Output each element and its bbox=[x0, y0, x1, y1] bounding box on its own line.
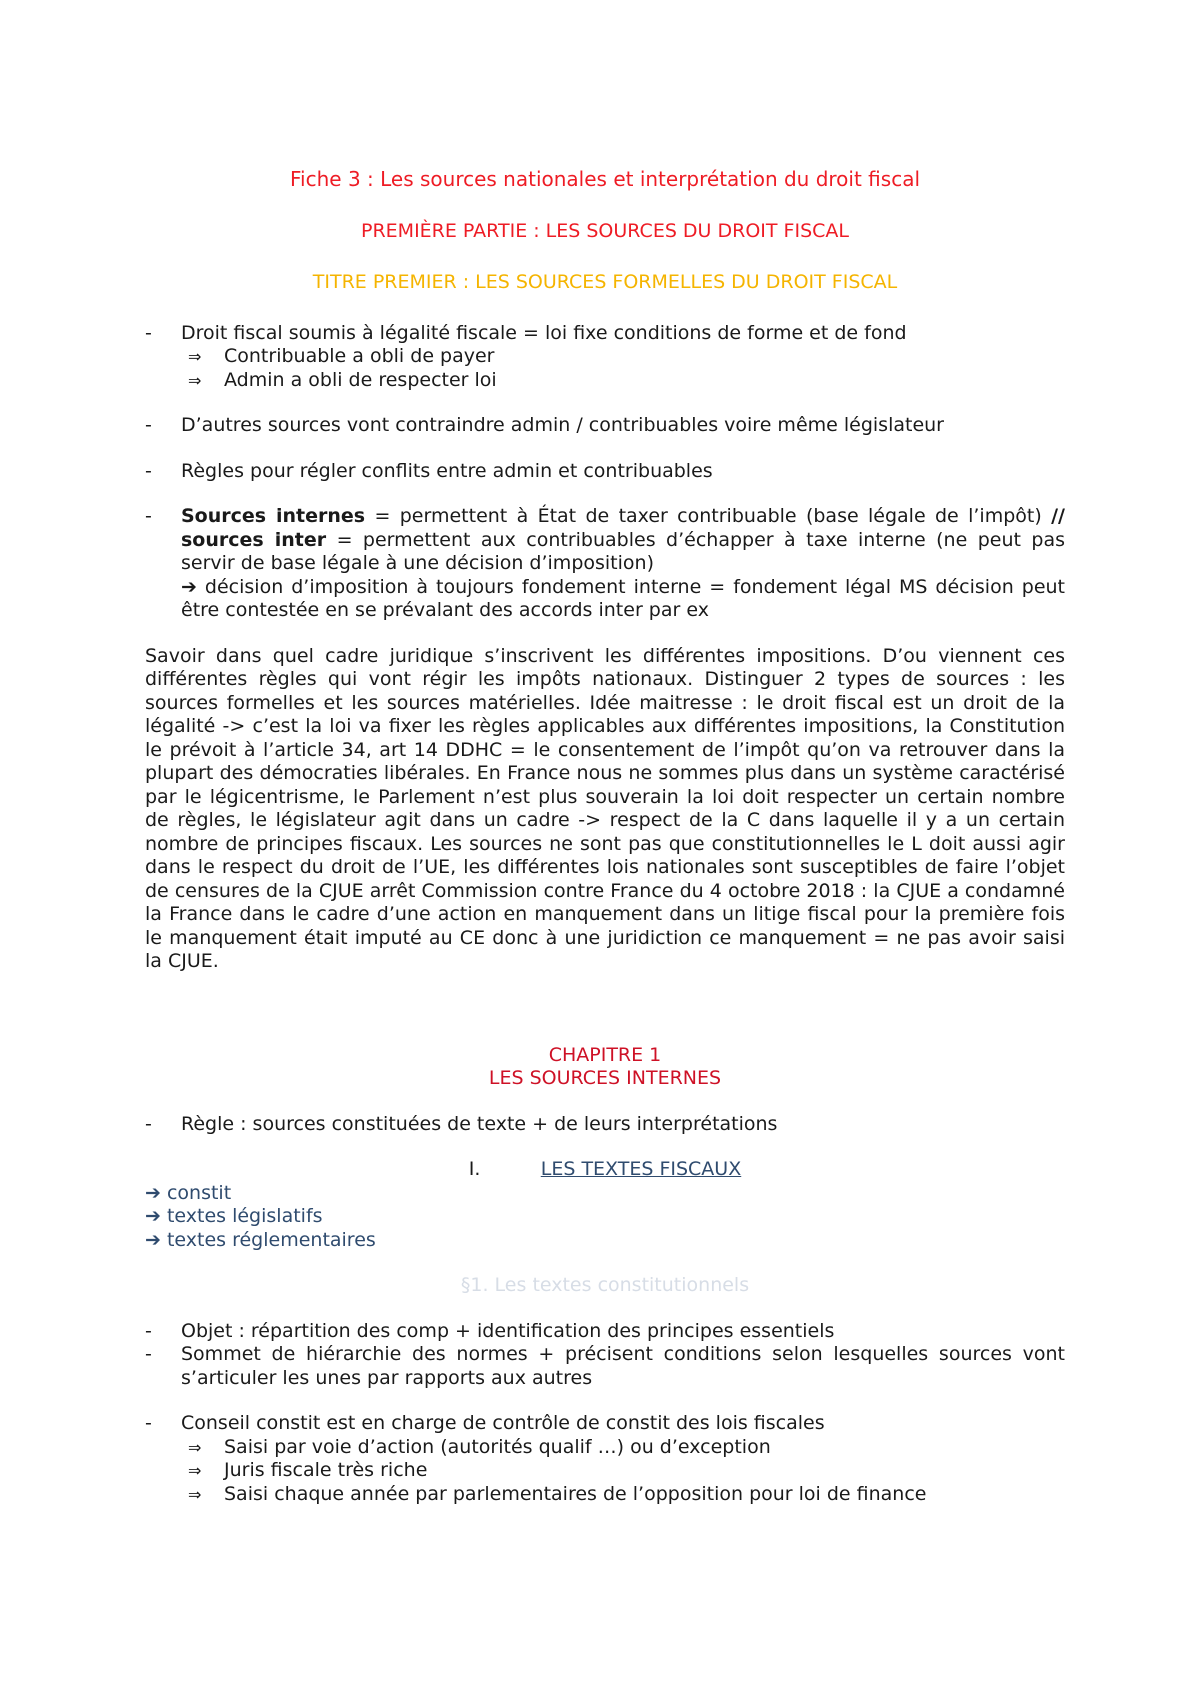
bullet-legalite bbox=[145, 322, 1065, 346]
bullet-text: Règle : sources constituées de texte + de leurs interprétations bbox=[181, 1112, 778, 1135]
sub-bullet-text: Saisi par voie d’action (autorités qualif …) ou d’exception bbox=[224, 1435, 771, 1458]
bullet-regles bbox=[145, 460, 1065, 484]
titre-heading: TITRE PREMIER : LES SOURCES FORMELLES DU DROIT FISCAL bbox=[312, 271, 898, 293]
dash-marker: - bbox=[145, 459, 152, 482]
bold-term: // sources inter bbox=[181, 505, 1065, 551]
bullet-text: Objet : répartition des comp + identification des principes essentiels bbox=[181, 1319, 835, 1342]
bullet-objet bbox=[145, 1320, 1065, 1344]
document-title: Fiche 3 : Les sources nationales et interprétation du droit fiscal bbox=[290, 167, 920, 191]
dash-marker: - bbox=[145, 1343, 152, 1365]
sub-bullet-text: Contribuable a obli de payer bbox=[224, 345, 495, 367]
list-item: ➔ textes réglementaires bbox=[145, 1228, 376, 1251]
dash-marker: - bbox=[145, 1412, 152, 1434]
list-item: ➔ constit bbox=[145, 1181, 232, 1204]
chapter-title: LES SOURCES INTERNES bbox=[488, 1067, 722, 1089]
arrow-icon: ⇒ bbox=[188, 1461, 202, 1480]
section-number: I. bbox=[468, 1158, 481, 1180]
arrow-icon: ⇒ bbox=[188, 347, 202, 366]
partie-heading: PREMIÈRE PARTIE : LES SOURCES DU DROIT FISCAL bbox=[361, 219, 849, 242]
main-paragraph: Savoir dans quel cadre juridique s’inscrivent les différentes impositions. D’ou viennent ces différentes règles qui vont régir les impôts nationaux. Distinguer 2 types de sources : les sources formelles et les sources matérielles. Idée maitresse : le droit fiscal est un droit de la légalité -> c’est la loi va fixer les règles applicables aux différentes impositions, la Constitution le prévoit à l’article 34, art 14 DDHC = le consentement de l’impôt qu’on va retrouver dans la plupart des démocraties libérales. En France nous ne sommes plus dans un système caractérisé par le légicentrisme, le Parlement n’est plus souverain la loi doit respecter un certain nombre de règles, le législateur agit dans un cadre -> respect de la C dans laquelle il y a un certain nombre de principes fiscaux. Les sources ne sont pas que constitutionnelles le L doit aussi agir dans le respect du droit de l’UE, les différentes lois nationales sont susceptibles de faire l’objet de censures de la CJUE arrêt Commission contre France du 4 octobre 2018 : la CJUE a condamné la France dans le cadre d’une action en manquement dans un litige fiscal pour la première fois le manquement était imputé au CE donc à une juridiction ce manquement = ne pas avoir saisi la CJUE. bbox=[145, 644, 1065, 972]
bullet-sommet bbox=[145, 1343, 1065, 1390]
dash-marker: - bbox=[145, 321, 152, 344]
section-heading bbox=[145, 1158, 1065, 1182]
bullet-text: Conseil constit est en charge de contrôle de constit des lois fiscales bbox=[181, 1412, 825, 1434]
dash-marker: - bbox=[145, 505, 152, 527]
sub-bullet-text: Juris fiscale très riche bbox=[224, 1459, 428, 1481]
document-page bbox=[145, 168, 1065, 1506]
bold-term: Sources internes bbox=[181, 505, 366, 527]
dash-marker: - bbox=[145, 1319, 152, 1342]
chapter-number: CHAPITRE 1 bbox=[548, 1043, 662, 1066]
bullet-text: Sommet de hiérarchie des normes + précisent conditions selon lesquelles sources vont s’articuler les unes par rapports aux autres bbox=[181, 1343, 1065, 1389]
sub-bullet bbox=[145, 1459, 1065, 1483]
dash-marker: - bbox=[145, 1112, 152, 1135]
arrow-icon: ⇒ bbox=[188, 1437, 202, 1457]
bullet-conseil bbox=[145, 1412, 1065, 1436]
bullet-text: = permettent à État de taxer contribuable (base légale de l’impôt) bbox=[365, 505, 1052, 527]
dash-marker: - bbox=[145, 414, 152, 436]
list-item: ➔ textes législatifs bbox=[145, 1205, 323, 1227]
arrow-icon: ⇒ bbox=[188, 370, 202, 390]
bullet-text: D’autres sources vont contraindre admin / contribuables voire même législateur bbox=[181, 414, 944, 436]
sub-bullet-text: Admin a obli de respecter loi bbox=[224, 368, 497, 391]
sub-bullet bbox=[145, 1436, 1065, 1460]
sub-bullet bbox=[145, 345, 1065, 369]
arrow-line: ➔ décision d’imposition à toujours fondement interne = fondement légal MS décision peut être contestée en se prévalant des accords inter par ex bbox=[181, 575, 1065, 621]
bullet-autres-sources bbox=[145, 414, 1065, 438]
subsection-heading: §1. Les textes constitutionnels bbox=[460, 1274, 750, 1296]
bullet-text: Droit fiscal soumis à légalité fiscale = loi fixe conditions de forme et de fond bbox=[181, 321, 907, 344]
bullet-regle bbox=[145, 1113, 1065, 1137]
section-title: LES TEXTES FISCAUX bbox=[540, 1158, 742, 1180]
bullet-sources-internes bbox=[145, 505, 1065, 576]
sub-bullet bbox=[145, 1483, 1065, 1507]
sub-bullet-text: Saisi chaque année par parlementaires de l’opposition pour loi de finance bbox=[224, 1482, 927, 1505]
bullet-text: Règles pour régler conflits entre admin et contribuables bbox=[181, 459, 713, 482]
bullet-text: = permettent aux contribuables d’échapper à taxe interne (ne peut pas servir de base légale à une décision d’imposition) bbox=[181, 528, 1065, 574]
arrow-icon: ⇒ bbox=[188, 1484, 202, 1504]
sub-bullet bbox=[145, 369, 1065, 393]
